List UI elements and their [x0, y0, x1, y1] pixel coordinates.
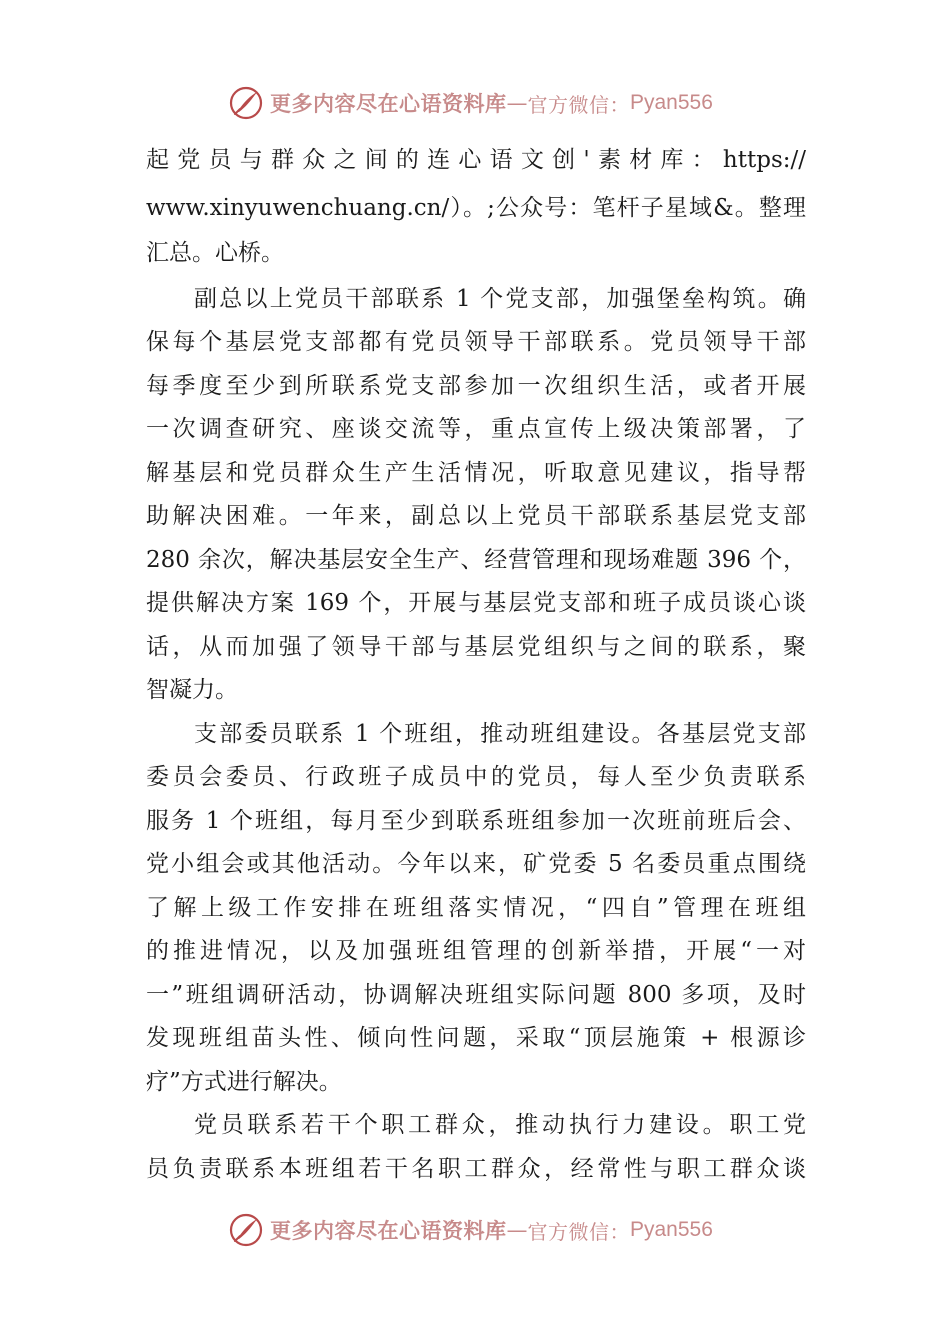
quill-logo-icon	[228, 85, 264, 121]
text-line: 起党员与群众之间的连心语文创'素材库：https://	[146, 147, 806, 173]
banner-text: 更多内容尽在心语资料库	[270, 91, 507, 116]
text-line: 发现班组苗头性、倾向性问题，采取“顶层施策 + 根源诊	[146, 1025, 806, 1051]
text-line: 每季度至少到所联系党支部参加一次组织生活，或者开展	[146, 373, 806, 399]
text-line: 副总以上党员干部联系 1 个党支部，加强堡垒构筑。确	[194, 286, 806, 312]
text-line: 智凝力。	[146, 677, 238, 703]
body-text	[146, 138, 806, 1188]
text-line: www.xinyuwenchuang.cn/）。;公众号：笔杆子星域&。整理	[146, 195, 806, 221]
banner-text: 更多内容尽在心语资料库	[270, 1218, 507, 1243]
text-line: 委员会委员、行政班子成员中的党员，每人至少负责联系	[146, 764, 806, 790]
footer-watermark-banner	[228, 1208, 713, 1252]
text-line: 话，从而加强了领导干部与基层党组织与之间的联系，聚	[146, 634, 806, 660]
banner-handle: Pyan556	[630, 91, 713, 114]
text-line: 280 余次，解决基层安全生产、经营管理和现场难题 396 个，	[146, 547, 806, 573]
text-line: 支部委员联系 1 个班组，推动班组建设。各基层党支部	[194, 721, 806, 747]
text-line: 了解上级工作安排在班组落实情况，“四自”管理在班组	[146, 895, 806, 921]
text-line: 党员联系若干个职工群众，推动执行力建设。职工党	[194, 1112, 806, 1138]
text-line: 服务 1 个班组，每月至少到联系班组参加一次班前班后会、	[146, 808, 806, 834]
banner-contact-label: 官方微信：	[527, 92, 630, 117]
text-line: 疗”方式进行解决。	[146, 1069, 342, 1095]
banner-contact-label: 官方微信：	[527, 1219, 630, 1244]
text-line: 解基层和党员群众生产生活情况，听取意见建议，指导帮	[146, 460, 806, 486]
banner-handle: Pyan556	[630, 1218, 713, 1241]
text-line: 一”班组调研活动，协调解决班组实际问题 800 多项，及时	[146, 982, 806, 1008]
text-line: 党小组会或其他活动。今年以来，矿党委 5 名委员重点围绕	[146, 851, 806, 877]
banner-dash: —	[506, 1218, 528, 1242]
header-watermark-banner	[228, 81, 713, 125]
text-line: 助解决困难。一年来，副总以上党员干部联系基层党支部	[146, 503, 806, 529]
text-line: 的推进情况，以及加强班组管理的创新举措，开展“一对	[146, 938, 806, 964]
banner-dash: —	[506, 91, 528, 115]
text-line: 员负责联系本班组若干名职工群众，经常性与职工群众谈	[146, 1156, 806, 1182]
text-line: 一次调查研究、座谈交流等，重点宣传上级决策部署，了	[146, 416, 806, 442]
text-line: 汇总。心桥。	[146, 240, 284, 266]
quill-logo-icon	[228, 1212, 264, 1248]
text-line: 保每个基层党支部都有党员领导干部联系。党员领导干部	[146, 329, 806, 355]
text-line: 提供解决方案 169 个，开展与基层党支部和班子成员谈心谈	[146, 590, 806, 616]
